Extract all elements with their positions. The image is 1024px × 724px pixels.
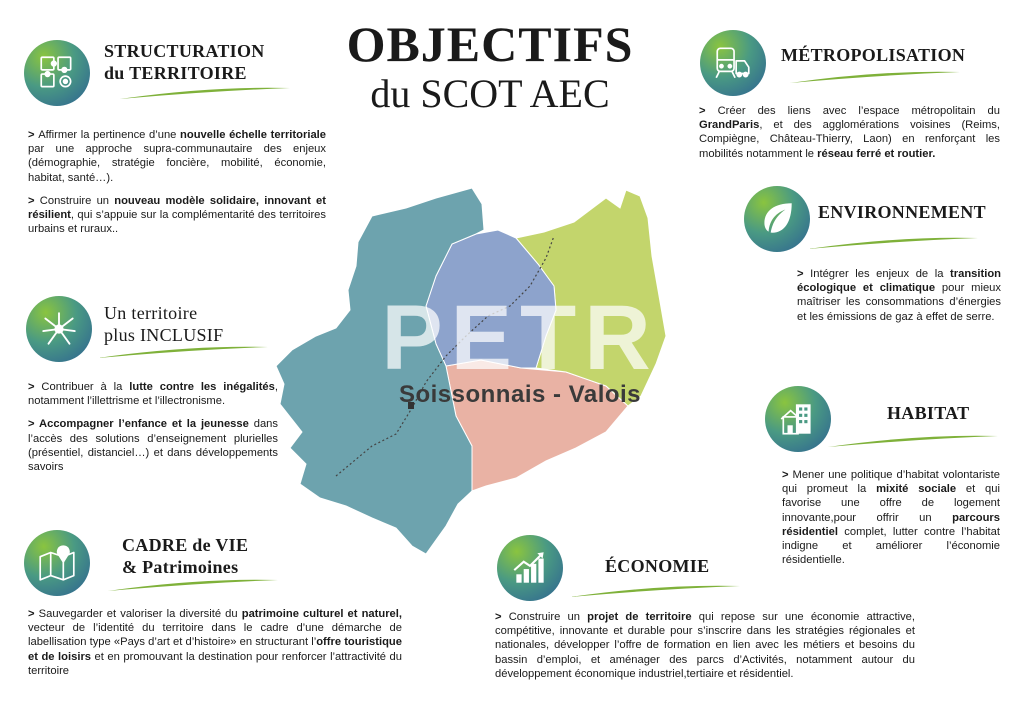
body-text: pour mieux maîtriser les consommations d’énergies et les émissions de gaz à effet de serre. xyxy=(797,282,1001,323)
body-text: Construire un xyxy=(508,611,588,623)
body-text: et en promouvant la destination pour renforcer l’attractivité du territoire xyxy=(28,650,402,677)
structuration-title-line1: STRUCTURATION xyxy=(104,41,265,61)
map-pin-icon xyxy=(24,530,90,596)
body-text: , qui s’appuie sur la complémentarité des territoires urbains et ruraux.. xyxy=(28,209,326,236)
environnement-title: ENVIRONNEMENT xyxy=(818,202,986,222)
cadre-title xyxy=(122,534,248,578)
metropolisation-text xyxy=(699,104,1000,170)
emphasis-text: projet de territoire xyxy=(587,611,692,623)
page-subtitle: du SCOT AEC xyxy=(370,71,610,116)
environnement-paragraph-1 xyxy=(797,267,1001,324)
structuration-swoosh xyxy=(120,86,290,100)
economie-text xyxy=(495,610,915,690)
emphasis-text: > xyxy=(28,608,39,620)
body-text: Affirmer la pertinence d’une xyxy=(38,129,181,141)
emphasis-text: Accompagner l’enfance et la jeunesse xyxy=(39,418,249,431)
economie-swoosh xyxy=(570,584,740,598)
cadre-text xyxy=(28,607,402,687)
emphasis-text: parcours résidentiel xyxy=(782,511,1000,538)
body-text: qui repose sur une économie attractive, compétitive, innovante et durable pour s’inscrire dans les stratégies régionales et nationales, développer l’offre de formation en lien avec les métiers et besoins du bassin d’emploi, et aménager des parcs d’Activités, notamment autour du développement économique industriel,tertiaire et résidentiel. xyxy=(495,611,915,680)
cadre-paragraph-1 xyxy=(28,607,402,678)
economie-paragraph-1 xyxy=(495,610,915,681)
body-text: et qui favorise une offre de logement innovante,pour offrir un xyxy=(782,483,1000,524)
structuration-title-line2: du TERRITOIRE xyxy=(104,63,247,83)
emphasis-text: nouvelle échelle territoriale xyxy=(180,129,326,141)
body-text: Créer des liens avec l’espace métropolitain du xyxy=(717,105,1000,117)
emphasis-text: > xyxy=(797,268,811,280)
train-truck-icon xyxy=(700,30,766,96)
emphasis-text: offre touristique et de loisirs xyxy=(28,636,402,663)
emphasis-text: > xyxy=(782,469,793,481)
habitat-text xyxy=(782,468,1000,576)
body-text: Construire un xyxy=(39,194,115,207)
emphasis-text: patrimoine culturel et naturel, xyxy=(241,608,402,620)
region-label: Soissonnais - Valois xyxy=(398,381,642,408)
metropolisation-title: MÉTROPOLISATION xyxy=(781,45,966,65)
emphasis-text: > xyxy=(28,418,40,431)
petr-label: PETR xyxy=(381,287,659,389)
habitat-swoosh xyxy=(828,434,998,448)
body-text: , notamment l’illettrisme et l’illectronisme. xyxy=(28,381,278,408)
body-text: vecteur de l’identité du territoire dans le cadre d’une démarche de labellisation type «Pays d’art et d’histoire» en structurant l’ xyxy=(28,622,402,649)
body-text: Mener une politique d’habitat volontariste qui promeut la xyxy=(782,469,1000,496)
emphasis-text: > xyxy=(28,129,39,141)
emphasis-text: > xyxy=(495,611,509,623)
body-text: dans l’accès des solutions d’enseignement plurielles (présentiel, distanciel…) et dans développements savoirs xyxy=(28,418,278,474)
emphasis-text: lutte contre les inégalités xyxy=(129,381,275,393)
emphasis-text: mixité sociale xyxy=(876,483,957,496)
body-text: complet, lutter contre l’habitat indigne et améliorer l’économie résidentielle. xyxy=(782,525,1000,567)
inclusif-paragraph-2 xyxy=(28,417,278,474)
structuration-title xyxy=(104,40,265,84)
inclusif-text xyxy=(28,380,278,483)
metropolisation-paragraph-1 xyxy=(699,104,1000,161)
emphasis-text: transition écologique et climatique xyxy=(797,268,1001,295)
page-title: OBJECTIFS xyxy=(346,16,634,72)
body-text: Intégrer les enjeux de la xyxy=(810,268,951,280)
body-text: , et des agglomérations voisines (Reims, Compiègne, Château-Thierry, Laon) en renforçant les mobilités notamment le xyxy=(699,119,1000,160)
cadre-title-line2: & Patrimoines xyxy=(122,557,239,577)
inclusif-title xyxy=(104,302,223,346)
emphasis-text: nouveau modèle solidaire, innovant et résilient xyxy=(28,194,326,222)
emphasis-text: > xyxy=(28,381,42,393)
cadre-title-line1: CADRE de VIE xyxy=(122,535,249,555)
emphasis-text: > xyxy=(28,194,40,207)
habitat-paragraph-1 xyxy=(782,468,1000,567)
environnement-text xyxy=(797,267,1001,333)
economie-title: ÉCONOMIE xyxy=(605,556,710,576)
inclusif-swoosh xyxy=(98,345,268,359)
cadre-swoosh xyxy=(108,578,278,592)
metropolisation-swoosh xyxy=(790,70,960,84)
body-text: Contribuer à la xyxy=(41,381,130,393)
inclusif-title-line2: plus INCLUSIF xyxy=(104,325,224,345)
structuration-paragraph-1 xyxy=(28,128,326,185)
environnement-swoosh xyxy=(808,236,978,250)
emphasis-text: GrandParis xyxy=(699,119,760,132)
habitat-title: HABITAT xyxy=(887,403,970,423)
leaf-icon xyxy=(744,186,810,252)
buildings-icon xyxy=(765,386,831,452)
inclusif-paragraph-1 xyxy=(28,380,278,408)
body-text: Sauvegarder et valoriser la diversité du xyxy=(38,608,242,620)
body-text: par une approche supra-communautaire des enjeux (démographie, stratégie foncière, mobilité, économie, habitat, santé…). xyxy=(28,143,326,184)
inclusif-title-line1: Un territoire xyxy=(104,303,198,323)
tools-icon xyxy=(26,296,92,362)
emphasis-text: réseau ferré et routier. xyxy=(817,147,936,160)
emphasis-text: > xyxy=(699,105,718,117)
puzzle-gear-icon xyxy=(24,40,90,106)
